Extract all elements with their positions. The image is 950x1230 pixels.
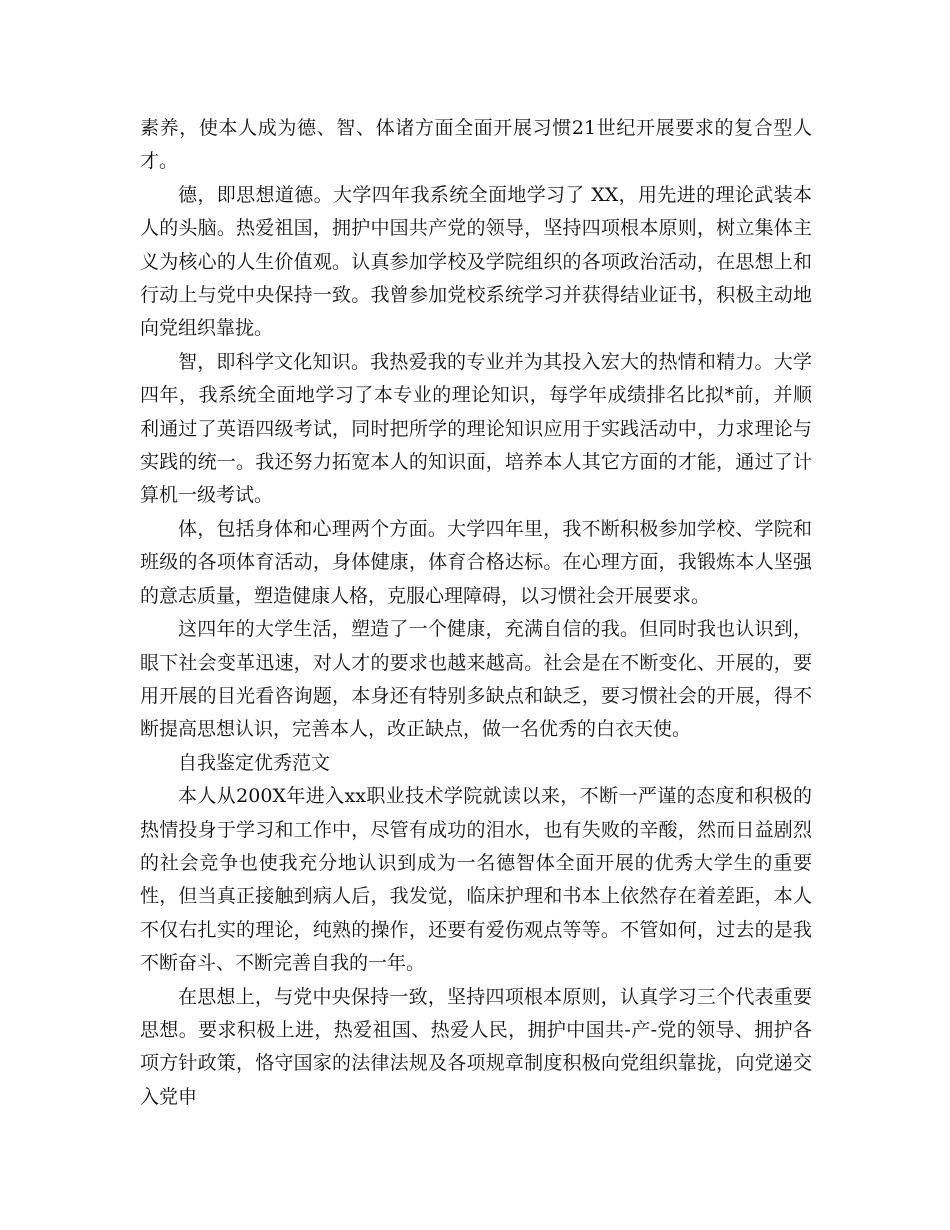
section-heading: 自我鉴定优秀范文 [178,751,331,774]
paragraph-7: 在思想上，与党中央保持一致，坚持四项根本原则，认真学习三个代表重要思想。要求积极上进，热爱祖国、热爱人民，拥护中国共-产-党的领导、拥护各项方针政策，恪守国家的法律法规及各项规章制度积极向党组织靠拢，向党递交入党申 [140,985,812,1108]
paragraph-1: 素养，使本人成为德、智、体诸方面全面开展习惯21世纪开展要求的复合型人才。 [140,117,812,173]
paragraph-2: 德，即思想道德。大学四年我系统全面地学习了 XX，用先进的理论武装本人的头脑。热爱祖国，拥护中国共产党的领导，坚持四项根本原则，树立集体主义为核心的人生价值观。认真参加学校及学院组织的各项政治活动，在思想上和行动上与党中央保持一致。我曾参加党校系统学习并获得结业证书，积极主动地向党组织靠拢。 [140,183,812,340]
document-body [140,112,812,1114]
paragraph-3: 智，即科学文化知识。我热爱我的专业并为其投入宏大的热情和精力。大学四年，我系统全面地学习了本专业的理论知识，每学年成绩排名比拟*前，并顺利通过了英语四级考试，同时把所学的理论知识应用于实践活动中，力求理论与实践的统一。我还努力拓宽本人的知识面，培养本人其它方面的才能，通过了计算机一级考试。 [140,350,812,507]
paragraph-5: 这四年的大学生活，塑造了一个健康，充满自信的我。但同时我也认识到，眼下社会变革迅速，对人才的要求也越来越高。社会是在不断变化、开展的，要用开展的目光看咨询题，本身还有特别多缺点和缺乏，要习惯社会的开展，得不断提高思想认识，完善本人，改正缺点，做一名优秀的白衣天使。 [140,618,812,741]
paragraph-6: 本人从200X年进入xx职业技术学院就读以来，不断一严谨的态度和积极的热情投身于学习和工作中，尽管有成功的泪水，也有失败的辛酸，然而日益剧烈的社会竞争也使我充分地认识到成为一名德智体全面开展的优秀大学生的重要性，但当真正接触到病人后，我发觉，临床护理和书本上依然存在着差距，本人不仅右扎实的理论，纯熟的操作，还要有爱伤观点等等。不管如何，过去的是我不断奋斗、不断完善自我的一年。 [140,785,812,975]
paragraph-4: 体，包括身体和心理两个方面。大学四年里，我不断积极参加学校、学院和班级的各项体育活动，身体健康，体育合格达标。在心理方面，我锻炼本人坚强的意志质量，塑造健康人格，克服心理障碍，以习惯社会开展要求。 [140,517,812,607]
